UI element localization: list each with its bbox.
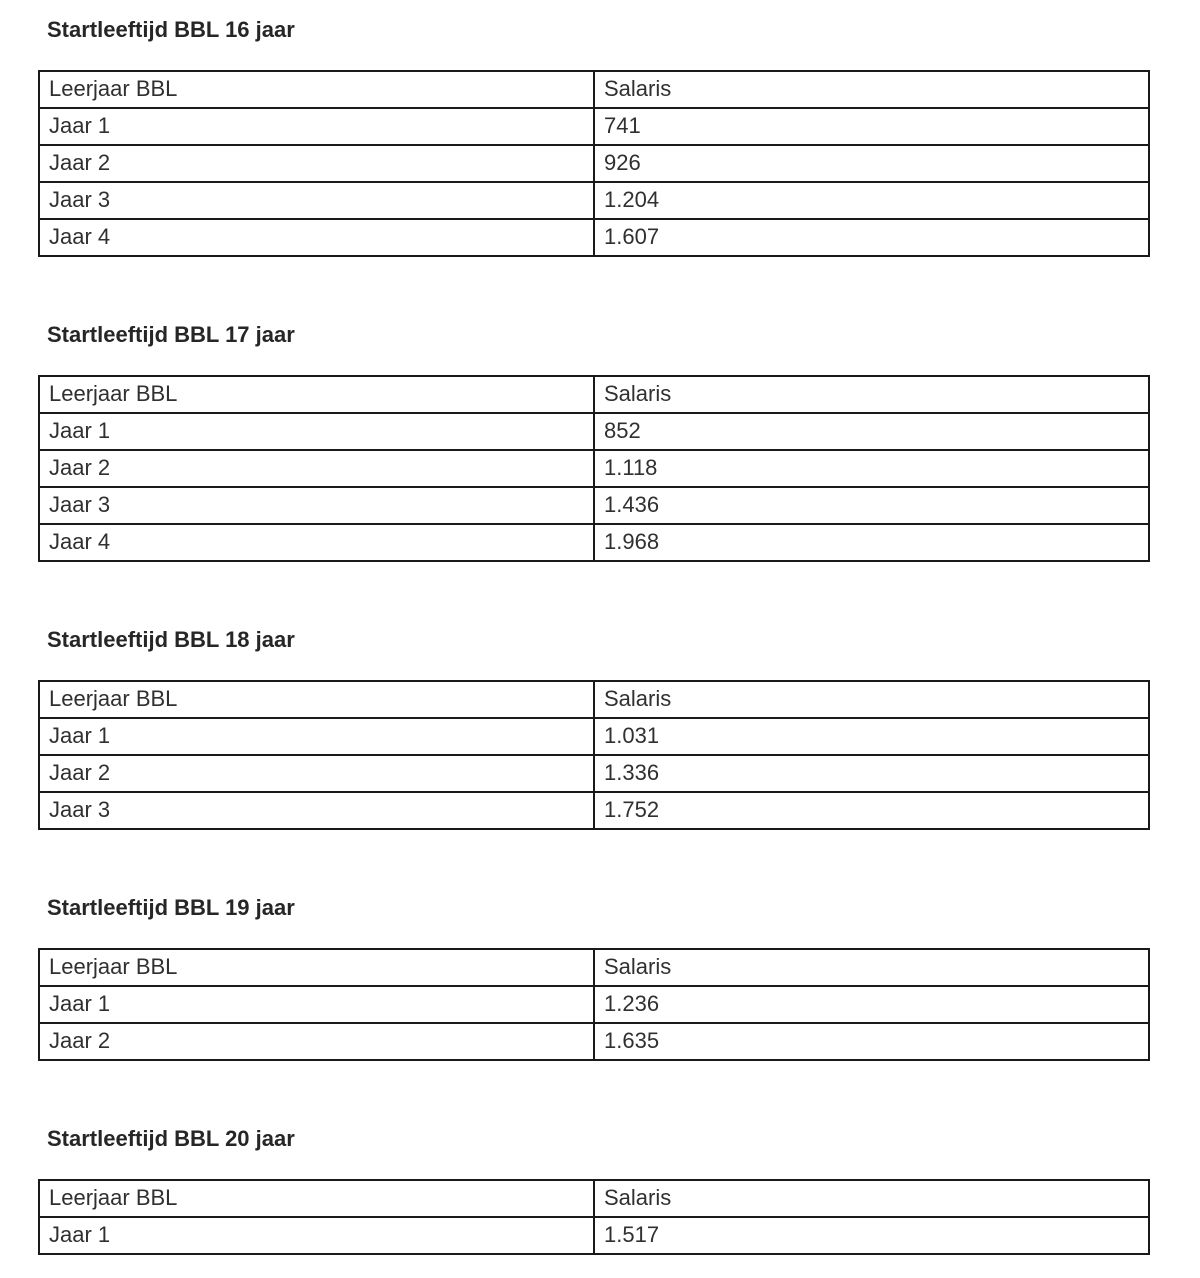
table-row <box>39 487 1149 524</box>
section-bbl-20 <box>38 1125 1150 1255</box>
salaris-cell: 1.204 <box>594 182 1149 219</box>
salary-table <box>38 948 1150 1061</box>
salaris-cell: 1.118 <box>594 450 1149 487</box>
leerjaar-cell: Jaar 1 <box>39 718 594 755</box>
section-title: Startleeftijd BBL 18 jaar <box>47 627 295 652</box>
salaris-cell: 1.336 <box>594 755 1149 792</box>
salaris-cell: 926 <box>594 145 1149 182</box>
salaris-cell: 1.031 <box>594 718 1149 755</box>
leerjaar-cell: Jaar 2 <box>39 755 594 792</box>
section-bbl-19 <box>38 894 1150 1061</box>
column-header-leerjaar: Leerjaar BBL <box>39 1180 594 1217</box>
leerjaar-cell: Jaar 2 <box>39 145 594 182</box>
section-bbl-16 <box>38 16 1150 257</box>
salaris-cell: 1.436 <box>594 487 1149 524</box>
table-row <box>39 718 1149 755</box>
salaris-cell: 1.517 <box>594 1217 1149 1254</box>
column-header-leerjaar: Leerjaar BBL <box>39 71 594 108</box>
leerjaar-cell: Jaar 1 <box>39 986 594 1023</box>
column-header-salaris: Salaris <box>594 681 1149 718</box>
column-header-salaris: Salaris <box>594 1180 1149 1217</box>
salaris-cell: 1.635 <box>594 1023 1149 1060</box>
section-title: Startleeftijd BBL 20 jaar <box>47 1126 295 1151</box>
salaris-cell: 1.236 <box>594 986 1149 1023</box>
column-header-leerjaar: Leerjaar BBL <box>39 376 594 413</box>
salaris-cell: 1.752 <box>594 792 1149 829</box>
salaris-cell: 1.968 <box>594 524 1149 561</box>
section-bbl-18 <box>38 626 1150 830</box>
table-row <box>39 145 1149 182</box>
table-row <box>39 108 1149 145</box>
leerjaar-cell: Jaar 1 <box>39 108 594 145</box>
leerjaar-cell: Jaar 2 <box>39 1023 594 1060</box>
column-header-salaris: Salaris <box>594 71 1149 108</box>
table-row <box>39 986 1149 1023</box>
salaris-cell: 1.607 <box>594 219 1149 256</box>
table-header-row <box>39 376 1149 413</box>
column-header-salaris: Salaris <box>594 949 1149 986</box>
section-title: Startleeftijd BBL 16 jaar <box>47 17 295 42</box>
salary-table <box>38 375 1150 562</box>
table-row <box>39 755 1149 792</box>
column-header-leerjaar: Leerjaar BBL <box>39 681 594 718</box>
salary-table <box>38 70 1150 257</box>
column-header-salaris: Salaris <box>594 376 1149 413</box>
leerjaar-cell: Jaar 2 <box>39 450 594 487</box>
table-row <box>39 450 1149 487</box>
section-bbl-17 <box>38 321 1150 562</box>
column-header-leerjaar: Leerjaar BBL <box>39 949 594 986</box>
table-header-row <box>39 1180 1149 1217</box>
leerjaar-cell: Jaar 3 <box>39 792 594 829</box>
table-row <box>39 413 1149 450</box>
table-row <box>39 1217 1149 1254</box>
salaris-cell: 741 <box>594 108 1149 145</box>
salaris-cell: 852 <box>594 413 1149 450</box>
section-title: Startleeftijd BBL 17 jaar <box>47 322 295 347</box>
leerjaar-cell: Jaar 3 <box>39 487 594 524</box>
leerjaar-cell: Jaar 4 <box>39 219 594 256</box>
salary-table <box>38 680 1150 830</box>
leerjaar-cell: Jaar 1 <box>39 1217 594 1254</box>
leerjaar-cell: Jaar 1 <box>39 413 594 450</box>
table-row <box>39 1023 1149 1060</box>
table-row <box>39 219 1149 256</box>
leerjaar-cell: Jaar 4 <box>39 524 594 561</box>
salary-table <box>38 1179 1150 1255</box>
leerjaar-cell: Jaar 3 <box>39 182 594 219</box>
table-header-row <box>39 949 1149 986</box>
table-row <box>39 524 1149 561</box>
table-row <box>39 792 1149 829</box>
section-title: Startleeftijd BBL 19 jaar <box>47 895 295 920</box>
table-row <box>39 182 1149 219</box>
table-header-row <box>39 681 1149 718</box>
table-header-row <box>39 71 1149 108</box>
